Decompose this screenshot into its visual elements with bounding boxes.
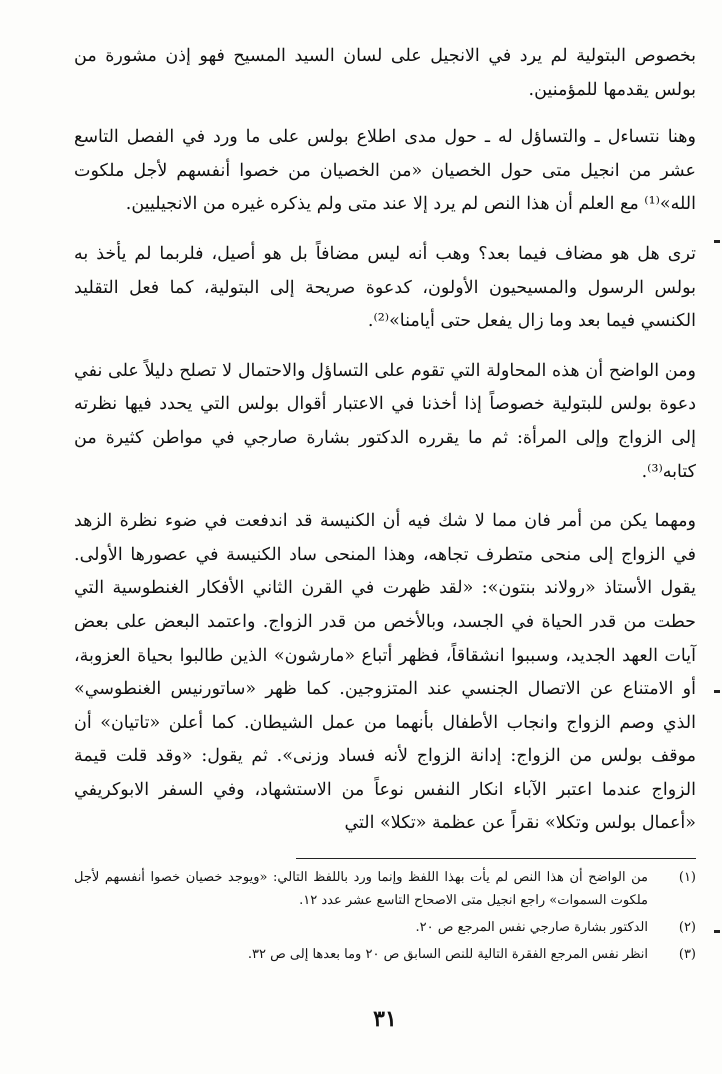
paragraph-3: ترى هل هو مضاف فيما بعد؟ وهب أنه ليس مضافاً بل هو أصيل، فلربما لم يأخذ به بولس الرسول والمسيحيون الأولون، كدعوة صريحة إلى البتولية، كما فعل التقليد الكنسي فيما بعد وما زال يفعل حتى أيامنا»⁽²⁾. — [74, 243, 696, 332]
footnote-text: من الواضح أن هذا النص لم يأت بهذا اللفظ وإنما ورد باللفظ التالي: «ويوجد خصيان خصوا أنفسهم لأجل ملكوت السموات» راجع انجيل متى الاصحاح التاسع عشر عدد ١٢. — [74, 870, 648, 908]
page-number: ٣١ — [373, 1006, 397, 1032]
paragraph-2: وهنا نتساءل ـ والتساؤل له ـ حول مدى اطلاع بولس على ما ورد في الفصل التاسع عشر من انجيل متى حول الخصيان «من الخصيان من خصوا أنفسهم لأجل ملكوت الله»⁽¹⁾ مع العلم أن هذا النص لم يرد إلا عند متى ولم يذكره غيره من الانجيليين. — [74, 127, 696, 215]
footnote-number: (٣) — [678, 947, 696, 962]
paragraph-1: بخصوص البتولية لم يرد في الانجيل على لسان السيد المسيح فهو إذن مشورة من بولس يقدمها للمؤمنين. — [74, 46, 696, 100]
footnote-number: (٢) — [678, 920, 696, 935]
footnote-1 — [74, 866, 696, 912]
footnote-2 — [74, 916, 696, 939]
footnote-number: (١) — [678, 870, 696, 885]
margin-mark — [714, 930, 720, 933]
margin-mark — [714, 690, 720, 693]
margin-mark — [714, 240, 720, 243]
footnote-separator — [296, 858, 696, 859]
footnote-3 — [74, 943, 696, 966]
paragraph-5: ومهما يكن من أمر فان مما لا شك فيه أن الكنيسة قد اندفعت في ضوء نظرة الزهد في الزواج إلى منحى متطرف تجاهه، وهذا المنحى ساد الكنيسة في عصورها الأولى. يقول الأستاذ «رولاند بنتون»: «لقد ظهرت في القرن الثاني الأفكار الغنطوسية التي حطت من قدر الحياة في الجسد، وبالأخص من قدر الزواج. واعتمد البعض على بعض آيات العهد الجديد، وسببوا انشقاقاً، فظهر أتباع «مارشون» الذين طالبوا بحياة العزوبة، أو الامتناع عن الاتصال الجنسي عند المتزوجين. كما ظهر «ساتورنيس الغنطوسي» الذي وصم الزواج وانجاب الأطفال بأنهما من عمل الشيطان. كما أعلن «تاتيان» أن موقف بولس من الزواج: إدانة الزواج لأنه فساد وزنى». ثم يقول: «وقد قلت قيمة الزواج عندما اعتبر الآباء انكار النفس نوعاً من الاستشهاد، وفي السفر الابوكريفي «أعمال بولس وتكلا» نقراً عن عظمة «تكلا» التي — [74, 511, 696, 834]
paragraph-4: ومن الواضح أن هذه المحاولة التي تقوم على التساؤل والاحتمال لا تصلح دليلاً على نفي دعوة بولس للبتولية خصوصاً إذا أخذنا في الاعتبار أقوال بولس التي يحدد فيها نظرته إلى الزواج وإلى المرأة: ثم ما يقرره الدكتور بشارة صارجي في مواطن كثيرة من كتابه⁽³⁾. — [74, 360, 696, 482]
footnote-text: الدكتور بشارة صارجي نفس المرجع ص ٢٠. — [415, 920, 648, 935]
footnote-text: انظر نفس المرجع الفقرة التالية للنص السابق ص ٢٠ وما بعدها إلى ص ٣٢. — [247, 947, 648, 962]
footnotes — [74, 866, 696, 970]
page-body — [74, 40, 696, 1060]
